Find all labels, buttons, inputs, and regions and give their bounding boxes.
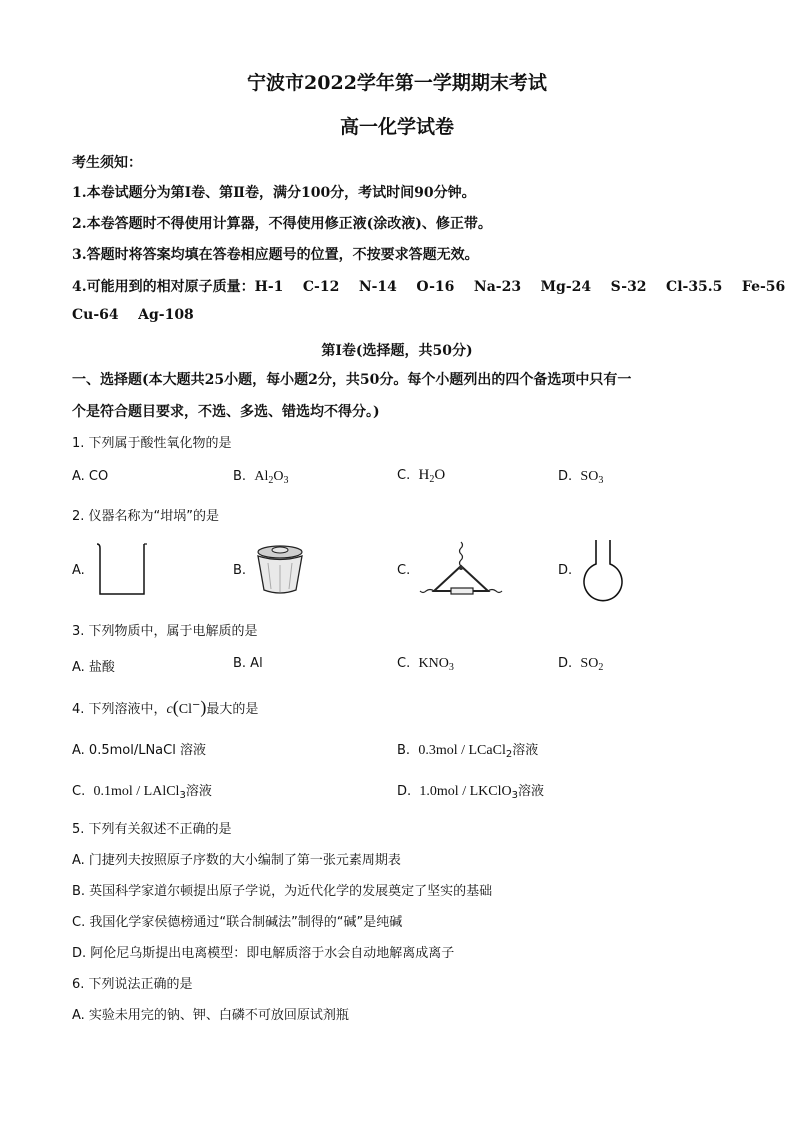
q2-option-a-label: A. xyxy=(72,563,85,578)
q6-option-a: A. 实验未用完的钠、钾、白磷不可放回原试剂瓶 xyxy=(72,1008,349,1023)
notice-item-2: 2.本卷答题时不得使用计算器，不得使用修正液(涂改液)、修正带。 xyxy=(72,216,492,232)
q5-option-b: B. 英国科学家道尔顿提出原子学说，为近代化学的发展奠定了坚实的基础 xyxy=(72,884,493,899)
notice-item-1: 1.本卷试题分为第Ⅰ卷、第Ⅱ卷，满分100分，考试时间90分钟。 xyxy=(72,185,476,201)
q6-stem: 6. 下列说法正确的是 xyxy=(72,977,193,992)
q1-stem: 1. 下列属于酸性氧化物的是 xyxy=(72,436,232,451)
part1-intro-line2: 个是符合题目要求，不选、多选、错选均不得分。) xyxy=(72,404,380,420)
q1-option-d: D. $SO_3$ xyxy=(558,469,604,486)
q4-option-c: C. 0.1mol / LAlCl$_3$溶液 xyxy=(72,784,212,801)
crucible-icon xyxy=(254,543,306,595)
beaker-icon xyxy=(95,542,147,598)
notice-item-4: 4.可能用到的相对原子质量：H-1 C-12 N-14 O-16 Na-23 Mg-24 S-32 Cl-35.5 Fe-56 xyxy=(72,279,786,295)
q5-option-a: A. 门捷列夫按照原子序数的大小编制了第一张元素周期表 xyxy=(72,853,401,868)
q3-option-c: C. $KNO_3$ xyxy=(397,656,454,673)
q4-option-b: B. 0.3mol / LCaCl$_2$溶液 xyxy=(397,743,539,760)
notice-heading: 考生须知： xyxy=(72,155,142,171)
q3-option-a: A. 盐酸 xyxy=(72,660,115,675)
q5-stem: 5. 下列有关叙述不正确的是 xyxy=(72,822,232,837)
round-bottom-flask-icon xyxy=(581,538,625,602)
q2-option-b-label: B. xyxy=(233,563,247,578)
exam-subtitle: 高一化学试卷 xyxy=(339,116,454,138)
q3-option-b: B. Al xyxy=(233,656,263,671)
q4-stem: 4. 下列溶液中，c(Cl−)最大的是 xyxy=(72,697,259,717)
q2-option-d-label: D. xyxy=(558,563,573,578)
clay-triangle-icon xyxy=(420,540,506,602)
q5-option-c: C. 我国化学家侯德榜通过“联合制碱法”制得的“碱”是纯碱 xyxy=(72,915,403,930)
part1-intro-line1: 一、选择题(本大题共25小题，每小题2分，共50分。每个小题列出的四个备选项中只有一 xyxy=(72,372,632,388)
q5-option-d: D. 阿伦尼乌斯提出电离模型：即电解质溶于水会自动地解离成离子 xyxy=(72,946,455,961)
notice-item-3: 3.答题时将答案均填在答卷相应题号的位置，不按要求答题无效。 xyxy=(72,247,479,263)
exam-title: 宁波市2022学年第一学期期末考试 xyxy=(247,72,547,94)
q3-option-d: D. $SO_2$ xyxy=(558,656,604,673)
q3-stem: 3. 下列物质中，属于电解质的是 xyxy=(72,624,258,639)
q4-option-d: D. 1.0mol / LKClO$_3$溶液 xyxy=(397,784,544,801)
q1-option-a: A. CO xyxy=(72,469,109,484)
part1-heading: 第Ⅰ卷(选择题，共50分) xyxy=(321,343,473,359)
q4-option-a: A. 0.5mol/LNaCl 溶液 xyxy=(72,743,206,758)
q2-option-c-label: C. xyxy=(397,563,411,578)
q2-stem: 2. 仪器名称为“坩埚”的是 xyxy=(72,509,220,524)
notice-item-4-cont: Cu-64 Ag-108 xyxy=(72,307,194,323)
q1-option-b: B. $Al_2O_3$ xyxy=(233,469,289,486)
q1-option-c: C. $H_2O$ xyxy=(397,467,446,485)
